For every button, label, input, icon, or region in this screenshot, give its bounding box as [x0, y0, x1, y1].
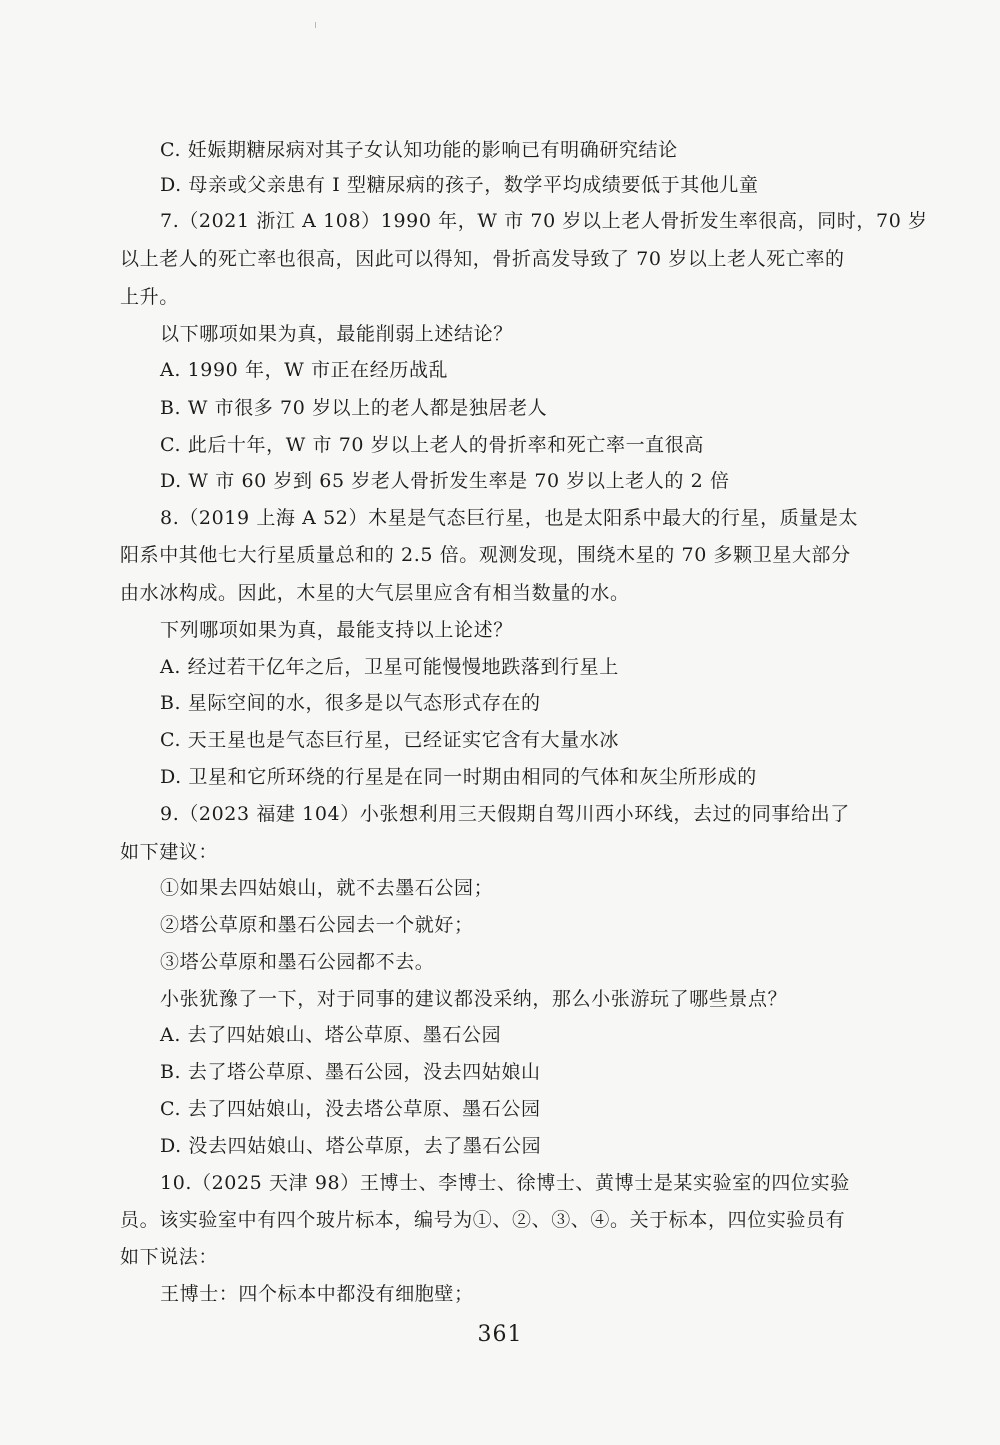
q9-option-a: A. 去了四姑娘山、塔公草原、墨石公园: [160, 1024, 502, 1046]
q10-stem-line-2: 员。该实验室中有四个玻片标本，编号为①、②、③、④。关于标本，四位实验员有: [120, 1209, 846, 1231]
q7-option-d: D. W 市 60 岁到 65 岁老人骨折发生率是 70 岁以上老人的 2 倍: [160, 470, 730, 492]
q9-suggestion-1: ①如果去四姑娘山，就不去墨石公园；: [160, 877, 494, 899]
q8-stem-line-2: 阳系中其他七大行星质量总和的 2.5 倍。观测发现，围绕木星的 70 多颗卫星大部分: [120, 544, 851, 566]
q7-option-a: A. 1990 年，W 市正在经历战乱: [160, 359, 449, 381]
q7-stem-line-3: 上升。: [120, 286, 179, 308]
q9-stem-line-1: 9.（2023 福建 104）小张想利用三天假期自驾川西小环线，去过的同事给出了: [160, 803, 850, 825]
q9-option-b: B. 去了塔公草原、墨石公园，没去四姑娘山: [160, 1061, 541, 1083]
q9-suggestion-3: ③塔公草原和墨石公园都不去。: [160, 951, 435, 973]
scan-speck: [315, 22, 316, 28]
q10-statement-wang: 王博士：四个标本中都没有细胞壁；: [160, 1283, 474, 1305]
q6-option-c: C. 妊娠期糖尿病对其子女认知功能的影响已有明确研究结论: [160, 139, 678, 161]
q8-option-b: B. 星际空间的水，很多是以气态形式存在的: [160, 692, 541, 714]
q8-stem-line-1: 8.（2019 上海 A 52）木星是气态巨行星，也是太阳系中最大的行星，质量是太: [160, 507, 859, 529]
q7-stem-line-2: 以上老人的死亡率也很高，因此可以得知，骨折高发导致了 70 岁以上老人死亡率的: [120, 248, 845, 270]
q8-option-a: A. 经过若干亿年之后，卫星可能慢慢地跌落到行星上: [160, 656, 619, 678]
q10-stem-line-3: 如下说法：: [120, 1246, 219, 1268]
q9-stem-line-2: 如下建议：: [120, 841, 219, 863]
q9-option-c: C. 去了四姑娘山，没去塔公草原、墨石公园: [160, 1098, 541, 1120]
q9-option-d: D. 没去四姑娘山、塔公草原，去了墨石公园: [160, 1135, 542, 1157]
q8-stem-line-3: 由水冰构成。因此，木星的大气层里应含有相当数量的水。: [120, 582, 630, 604]
page-number: 361: [477, 1322, 523, 1347]
q8-option-c: C. 天王星也是气态巨行星，已经证实它含有大量水冰: [160, 729, 619, 751]
q9-suggestion-2: ②塔公草原和墨石公园去一个就好；: [160, 914, 474, 936]
q9-question: 小张犹豫了一下，对于同事的建议都没采纳，那么小张游玩了哪些景点？: [160, 988, 788, 1010]
q7-option-b: B. W 市很多 70 岁以上的老人都是独居老人: [160, 397, 548, 419]
q6-option-d: D. 母亲或父亲患有 I 型糖尿病的孩子，数学平均成绩要低于其他儿童: [160, 174, 759, 196]
q8-question: 下列哪项如果为真，最能支持以上论述？: [160, 619, 513, 641]
q10-stem-line-1: 10.（2025 天津 98）王博士、李博士、徐博士、黄博士是某实验室的四位实验: [160, 1172, 850, 1194]
q8-option-d: D. 卫星和它所环绕的行星是在同一时期由相同的气体和灰尘所形成的: [160, 766, 757, 788]
q7-option-c: C. 此后十年，W 市 70 岁以上老人的骨折率和死亡率一直很高: [160, 434, 704, 456]
q7-question: 以下哪项如果为真，最能削弱上述结论？: [160, 323, 513, 345]
q7-stem-line-1: 7.（2021 浙江 A 108）1990 年，W 市 70 岁以上老人骨折发生率很高，同时，70 岁: [160, 210, 928, 232]
